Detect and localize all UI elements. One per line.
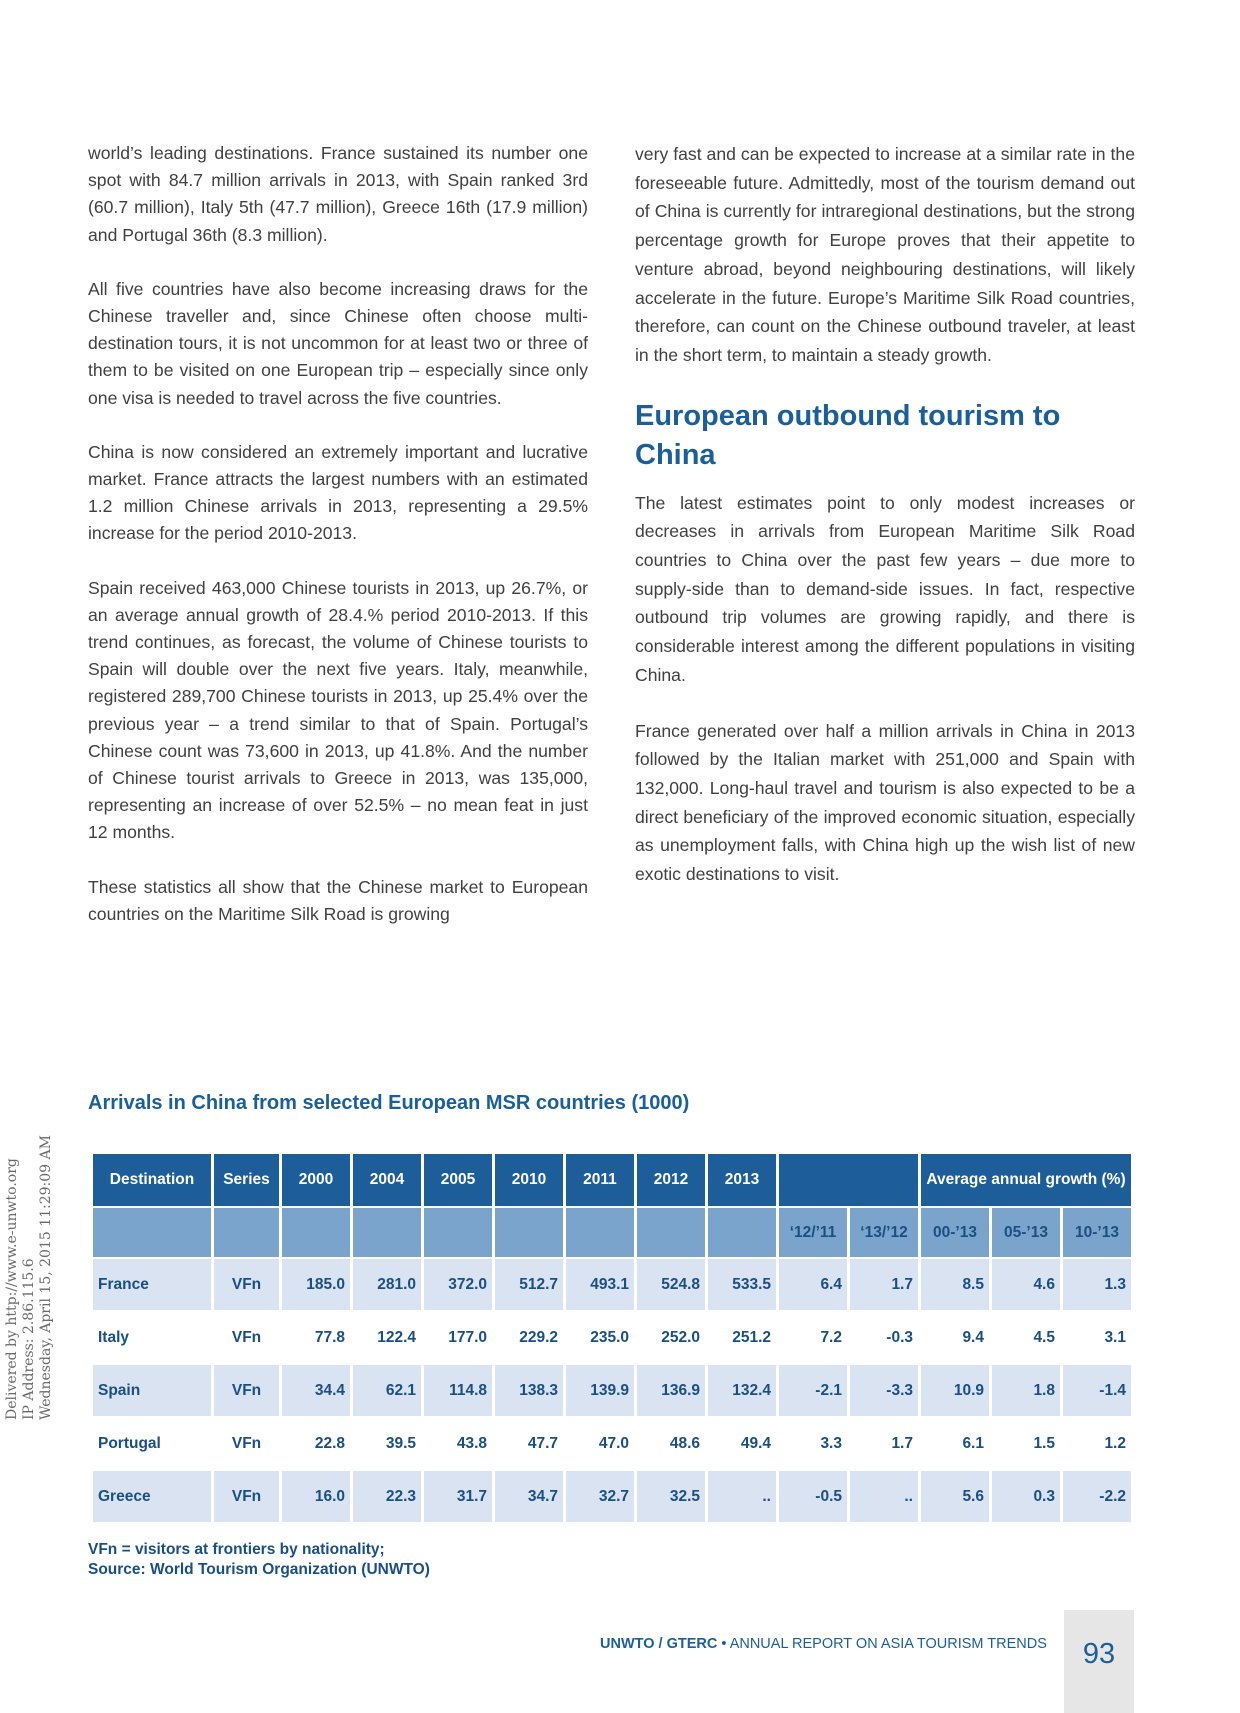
cell-series: VFn — [214, 1312, 279, 1363]
column-header: Series — [214, 1154, 279, 1206]
column-header: 2011 — [566, 1154, 634, 1206]
column-header: Destination — [93, 1154, 211, 1206]
column-header: 2000 — [282, 1154, 350, 1206]
table-note: VFn = visitors at frontiers by nationality; — [88, 1541, 385, 1558]
cell-growth: -0.5 — [779, 1471, 847, 1522]
page-footer — [600, 1636, 1047, 1652]
cell-growth: 1.5 — [992, 1418, 1060, 1469]
cell-value: 136.9 — [637, 1365, 705, 1416]
cell-value: 533.5 — [708, 1259, 776, 1310]
subheader-blank — [282, 1208, 350, 1257]
column-header: 2012 — [637, 1154, 705, 1206]
cell-series: VFn — [214, 1259, 279, 1310]
cell-growth: 9.4 — [921, 1312, 989, 1363]
cell-value: .. — [708, 1471, 776, 1522]
cell-value: 252.0 — [637, 1312, 705, 1363]
cell-value: 47.7 — [495, 1418, 563, 1469]
subheader-blank — [708, 1208, 776, 1257]
cell-value: 34.7 — [495, 1471, 563, 1522]
subheader-blank — [495, 1208, 563, 1257]
cell-growth: 1.7 — [850, 1259, 918, 1310]
cell-value: 114.8 — [424, 1365, 492, 1416]
cell-growth: 1.8 — [992, 1365, 1060, 1416]
cell-growth: 3.1 — [1063, 1312, 1131, 1363]
cell-value: 138.3 — [495, 1365, 563, 1416]
cell-destination: France — [93, 1259, 211, 1310]
cell-value: 372.0 — [424, 1259, 492, 1310]
cell-value: 62.1 — [353, 1365, 421, 1416]
stamp-line: IP Address: 2.86.115.6 — [21, 1258, 37, 1420]
cell-growth: 6.1 — [921, 1418, 989, 1469]
column-header: 2010 — [495, 1154, 563, 1206]
table-row — [93, 1418, 1131, 1469]
cell-growth: 4.6 — [992, 1259, 1060, 1310]
cell-growth: 10.9 — [921, 1365, 989, 1416]
column-header: 2005 — [424, 1154, 492, 1206]
cell-value: 493.1 — [566, 1259, 634, 1310]
table-row — [93, 1312, 1131, 1363]
section-heading: European outbound tourism to China — [635, 399, 1061, 471]
subheader-cell: 00-’13 — [921, 1208, 989, 1257]
table-subheader-row — [93, 1208, 1131, 1257]
cell-value: 512.7 — [495, 1259, 563, 1310]
cell-value: 49.4 — [708, 1418, 776, 1469]
cell-value: 524.8 — [637, 1259, 705, 1310]
cell-value: 139.9 — [566, 1365, 634, 1416]
page-number: 93 — [1082, 1638, 1116, 1670]
left-text-column — [88, 140, 588, 955]
cell-value: 177.0 — [424, 1312, 492, 1363]
right-text-column — [635, 140, 1135, 916]
cell-series: VFn — [214, 1365, 279, 1416]
column-header: 2013 — [708, 1154, 776, 1206]
cell-series: VFn — [214, 1418, 279, 1469]
paragraph: world’s leading destinations. France sustained its number one spot with 84.7 million arrivals in 2013, with Spain ranked 3rd (60.7 million), Italy 5th (47.7 million), Greece 16th (17.9 million) and Portugal 36th (8.3 million). — [88, 143, 588, 245]
cell-growth: 1.2 — [1063, 1418, 1131, 1469]
cell-growth: 5.6 — [921, 1471, 989, 1522]
paragraph: These statistics all show that the Chinese market to European countries on the Maritime Silk Road is growing — [88, 876, 588, 924]
cell-growth: .. — [850, 1471, 918, 1522]
page-number-box — [1064, 1610, 1134, 1713]
table-notes — [88, 1540, 430, 1580]
cell-value: 22.3 — [353, 1471, 421, 1522]
cell-destination: Portugal — [93, 1418, 211, 1469]
cell-value: 47.0 — [566, 1418, 634, 1469]
subheader-blank — [424, 1208, 492, 1257]
paragraph: The latest estimates point to only modest increases or decreases in arrivals from European Maritime Silk Road countries to China over the past few years – due more to supply-side than to demand-side issues. In fact, respective outbound trip volumes are growing rapidly, and there is considerable interest among the different populations in visiting China. — [635, 492, 1135, 685]
stamp-line: Wednesday, April 15, 2015 11:29:09 AM — [38, 1135, 54, 1420]
cell-value: 39.5 — [353, 1418, 421, 1469]
cell-growth: -2.1 — [779, 1365, 847, 1416]
subheader-cell: ‘12/’11 — [779, 1208, 847, 1257]
subheader-cell: 05-’13 — [992, 1208, 1060, 1257]
paragraph: France generated over half a million arrivals in China in 2013 followed by the Italian market with 251,000 and Spain with 132,000. Long-haul travel and tourism is also expected to be a direct beneficiary of the improved economic situation, especially as unemployment falls, with China high up the wish list of new exotic destinations to visit. — [635, 720, 1135, 885]
cell-value: 122.4 — [353, 1312, 421, 1363]
cell-destination: Italy — [93, 1312, 211, 1363]
cell-growth: 1.3 — [1063, 1259, 1131, 1310]
cell-value: 43.8 — [424, 1418, 492, 1469]
cell-series: VFn — [214, 1471, 279, 1522]
paragraph: Spain received 463,000 Chinese tourists in 2013, up 26.7%, or an average annual growth of 28.4.% period 2010-2013. If this trend continues, as forecast, the volume of Chinese tourists to Spain will double over the next five years. Italy, meanwhile, registered 289,700 Chinese tourists in 2013, up 25.4% over the previous year – a trend similar to that of Spain. Portugal’s Chinese count was 73,600 in 2013, up 41.8%. And the number of Chinese tourist arrivals to Greece in 2013, was 135,000, representing an increase of over 52.5% – no mean feat in just 12 months. — [88, 577, 588, 843]
cell-growth: 1.7 — [850, 1418, 918, 1469]
table-row — [93, 1471, 1131, 1522]
cell-growth: -1.4 — [1063, 1365, 1131, 1416]
cell-growth: -0.3 — [850, 1312, 918, 1363]
cell-value: 185.0 — [282, 1259, 350, 1310]
cell-value: 251.2 — [708, 1312, 776, 1363]
paragraph: China is now considered an extremely important and lucrative market. France attracts the largest numbers with an estimated 1.2 million Chinese arrivals in 2013, representing a 29.5% increase for the period 2010-2013. — [88, 441, 588, 544]
subheader-cell: ‘13/’12 — [850, 1208, 918, 1257]
cell-value: 31.7 — [424, 1471, 492, 1522]
cell-value: 77.8 — [282, 1312, 350, 1363]
table-row — [93, 1365, 1131, 1416]
paragraph: All five countries have also become increasing draws for the Chinese traveller and, since Chinese often choose multi-destination tours, it is not uncommon for at least two or three of them to be visited on one European trip – especially since only one visa is needed to travel across the five countries. — [88, 278, 588, 408]
stamp-line: Delivered by http://www.e-unwto.org — [4, 1158, 20, 1420]
cell-value: 32.5 — [637, 1471, 705, 1522]
cell-value: 235.0 — [566, 1312, 634, 1363]
column-header-avg-growth: Average annual growth (%) — [921, 1154, 1131, 1206]
column-header-blank — [779, 1154, 918, 1206]
subheader-blank — [214, 1208, 279, 1257]
cell-value: 22.8 — [282, 1418, 350, 1469]
cell-growth: 4.5 — [992, 1312, 1060, 1363]
cell-destination: Spain — [93, 1365, 211, 1416]
subheader-blank — [93, 1208, 211, 1257]
table-source: Source: World Tourism Organization (UNWTO) — [88, 1561, 430, 1578]
cell-growth: 8.5 — [921, 1259, 989, 1310]
subheader-blank — [566, 1208, 634, 1257]
delivery-stamp — [0, 1120, 60, 1420]
cell-value: 32.7 — [566, 1471, 634, 1522]
cell-growth: -3.3 — [850, 1365, 918, 1416]
subheader-blank — [637, 1208, 705, 1257]
cell-value: 48.6 — [637, 1418, 705, 1469]
cell-value: 229.2 — [495, 1312, 563, 1363]
footer-org: UNWTO / GTERC — [600, 1636, 718, 1652]
cell-destination: Greece — [93, 1471, 211, 1522]
cell-growth: -2.2 — [1063, 1471, 1131, 1522]
cell-growth: 3.3 — [779, 1418, 847, 1469]
table-title: Arrivals in China from selected European MSR countries (1000) — [88, 1092, 690, 1114]
paragraph: very fast and can be expected to increase at a similar rate in the foreseeable future. Admittedly, most of the tourism demand out of China is currently for intraregional destinations, but the strong percentage growth for Europe proves that their appetite to venture abroad, beyond neighbouring destinations, will likely accelerate in the future. Europe’s Maritime Silk Road countries, therefore, can count on the Chinese outbound traveler, at least in the short term, to maintain a steady growth. — [635, 144, 1135, 365]
cell-growth: 7.2 — [779, 1312, 847, 1363]
cell-value: 34.4 — [282, 1365, 350, 1416]
cell-value: 16.0 — [282, 1471, 350, 1522]
cell-value: 281.0 — [353, 1259, 421, 1310]
subheader-cell: 10-’13 — [1063, 1208, 1131, 1257]
cell-growth: 0.3 — [992, 1471, 1060, 1522]
arrivals-table — [90, 1152, 1134, 1524]
footer-separator: • — [721, 1636, 727, 1652]
cell-value: 132.4 — [708, 1365, 776, 1416]
column-header: 2004 — [353, 1154, 421, 1206]
table-header-row — [93, 1154, 1131, 1206]
cell-growth: 6.4 — [779, 1259, 847, 1310]
footer-report-title: ANNUAL REPORT ON ASIA TOURISM TRENDS — [729, 1636, 1047, 1652]
table-row — [93, 1259, 1131, 1310]
subheader-blank — [353, 1208, 421, 1257]
